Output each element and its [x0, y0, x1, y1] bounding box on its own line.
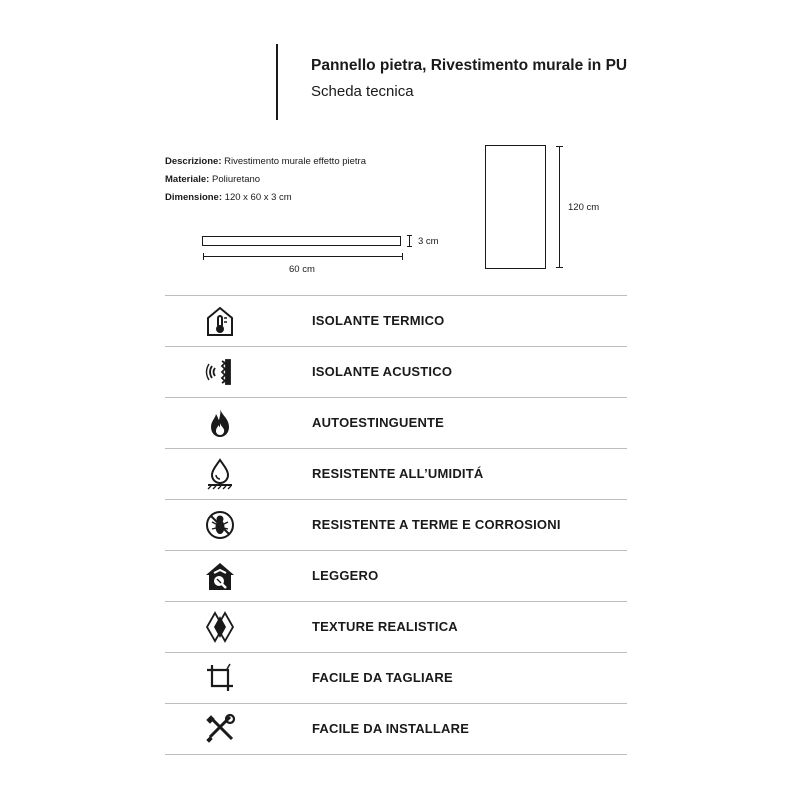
- texture-icon: [203, 610, 237, 644]
- height-dimension-line: [559, 146, 560, 268]
- spec-dimension: Dimensione: 120 x 60 x 3 cm: [165, 192, 292, 203]
- feature-humidity: [165, 449, 627, 500]
- flame-icon: [203, 406, 237, 440]
- acoustic-insulation-icon: [203, 355, 237, 389]
- feature-termite: [165, 500, 627, 551]
- tools-icon: [203, 712, 237, 746]
- feature-light: [165, 551, 627, 602]
- width-dimension-line: [203, 256, 403, 257]
- feature-label: LEGGERO: [312, 568, 379, 583]
- feature-label: FACILE DA INSTALLARE: [312, 721, 470, 736]
- lightweight-house-icon: [203, 559, 237, 593]
- spec-material: Materiale: Poliuretano: [165, 174, 261, 185]
- thermal-insulation-icon: [203, 304, 237, 338]
- feature-label: RESISTENTE A TERME E CORROSIONI: [312, 517, 561, 532]
- feature-thermal: [165, 296, 627, 347]
- no-termite-icon: [203, 508, 237, 542]
- water-drop-icon: [203, 457, 237, 491]
- feature-fire: [165, 398, 627, 449]
- crop-icon: [203, 661, 237, 695]
- width-label: 60 cm: [289, 264, 315, 275]
- thickness-dimension-line: [409, 235, 410, 247]
- panel-side-view: [202, 236, 401, 246]
- feature-label: AUTOESTINGUENTE: [312, 415, 445, 430]
- feature-label: ISOLANTE ACUSTICO: [312, 364, 453, 379]
- feature-label: TEXTURE REALISTICA: [312, 619, 458, 634]
- feature-acoustic: [165, 347, 627, 398]
- feature-label: ISOLANTE TERMICO: [312, 313, 445, 328]
- feature-label: FACILE DA TAGLIARE: [312, 670, 453, 685]
- title-divider: [276, 44, 278, 120]
- height-label: 120 cm: [568, 202, 600, 213]
- page-subtitle: Scheda tecnica: [311, 83, 414, 100]
- feature-cut: [165, 653, 627, 704]
- feature-texture: [165, 602, 627, 653]
- features-list: [165, 295, 627, 755]
- panel-front-view: [485, 145, 546, 269]
- feature-install: [165, 704, 627, 755]
- feature-label: RESISTENTE ALL’UMIDITÁ: [312, 466, 484, 481]
- specs-block: [165, 153, 366, 207]
- thickness-label: 3 cm: [418, 236, 439, 247]
- page-title: Pannello pietra, Rivestimento murale in PU: [311, 57, 628, 74]
- spec-description: Descrizione: Rivestimento murale effetto pietra: [165, 156, 367, 167]
